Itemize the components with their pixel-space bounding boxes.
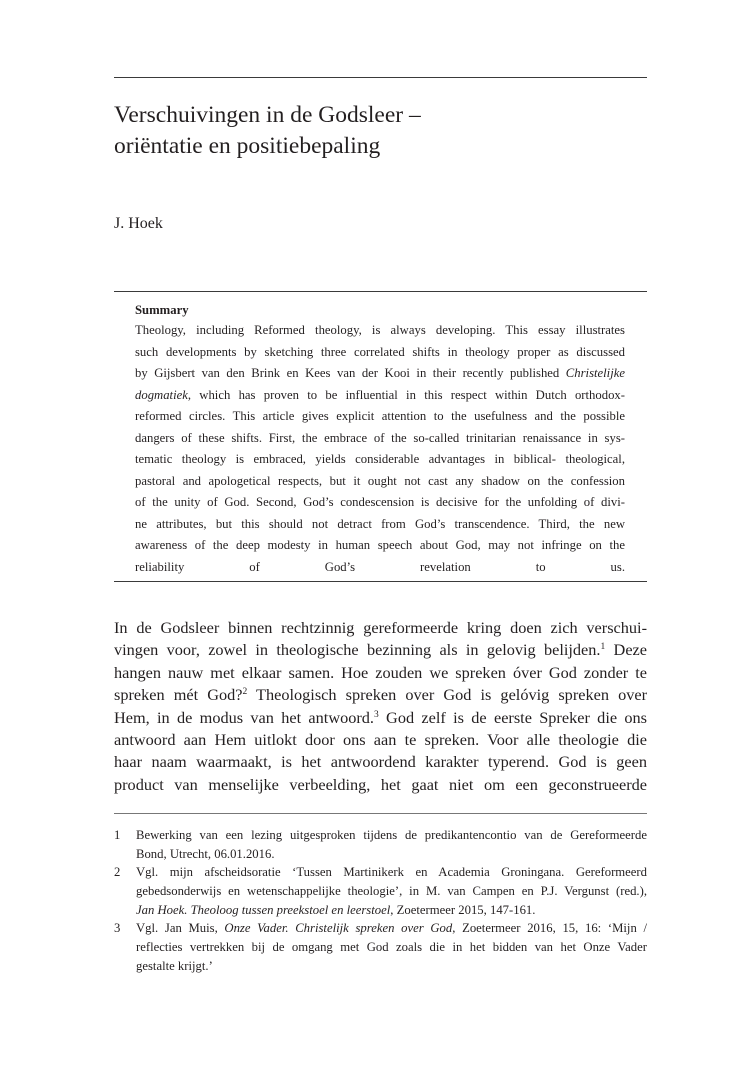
summary-line: pastoral and apologetical respects, but it ought not cast any shadow on the confession bbox=[135, 473, 625, 488]
footnote-number: 3 bbox=[114, 921, 121, 936]
title-line-2: oriëntatie en positiebepaling bbox=[114, 133, 381, 159]
summary-line: ne attributes, but this should not detract from God’s transcendence. Third, the new bbox=[135, 516, 625, 531]
footnote-line: reflecties vertrekken bij de omgang met God zoals die in het bidden van het Onze Vader bbox=[136, 940, 647, 955]
summary-block bbox=[135, 300, 625, 600]
footnote-line bbox=[136, 901, 647, 920]
footnote-line: Vgl. mijn afscheidsoratie ‘Tussen Martinikerk en Academia Groningana. Gereformeerd bbox=[136, 865, 647, 880]
summary-text: , which has proven to be influential in this respect within Dutch orthodox- bbox=[187, 387, 625, 402]
summary-text: by Gijsbert van den Brink en Kees van der Kooi in their recently published bbox=[135, 366, 566, 380]
summary-line: reformed circles. This article gives explicit attention to the usefulness and the possible bbox=[135, 409, 625, 423]
summary-line: dangers of these shifts. First, the embrace of the so-called trinitarian renaissance in sys- bbox=[135, 430, 625, 445]
summary-italic-title: dogmatiek bbox=[135, 387, 188, 402]
footnote-line: Bewerking van een lezing uitgesproken tijdens de predikantencontio van de Gereformeerde bbox=[136, 828, 647, 842]
footnote-line: Bond, Utrecht, 06.01.2016. bbox=[136, 846, 275, 861]
summary-heading: Summary bbox=[135, 303, 189, 317]
body-text: God zelf is de eerste Spreker die ons bbox=[378, 707, 647, 727]
footnotes bbox=[114, 826, 647, 976]
article-title bbox=[114, 100, 647, 162]
body-line: haar naam waarmaakt, is het antwoordend karakter typerend. God is geen bbox=[114, 752, 647, 772]
footnote-italic-title: Onze Vader. Christelijk spreken over God bbox=[224, 921, 453, 936]
body-line bbox=[114, 707, 647, 729]
footnote-ref[interactable]: 1 bbox=[600, 642, 606, 653]
footnote-number: 2 bbox=[114, 865, 121, 880]
summary-bottom-rule bbox=[114, 581, 647, 582]
summary-top-rule bbox=[114, 291, 647, 292]
footnote-line: gestalte krijgt.’ bbox=[136, 958, 213, 973]
footnote-2 bbox=[114, 863, 647, 919]
footnote-ref[interactable]: 2 bbox=[242, 687, 248, 698]
title-line-1: Verschuivingen in de Godsleer – bbox=[114, 102, 421, 128]
summary-line: tematic theology is embraced, yields considerable advantages in biblical- theological, bbox=[135, 452, 625, 466]
body-line bbox=[114, 684, 647, 706]
footnote-3 bbox=[114, 919, 647, 975]
body-paragraph bbox=[114, 617, 647, 796]
body-text: Theologisch spreken over God is gelóvig spreken over bbox=[247, 685, 647, 705]
summary-line: Theology, including Reformed theology, is always developing. This essay illustrates bbox=[135, 323, 625, 337]
author-name: J. Hoek bbox=[114, 215, 163, 232]
body-text: vingen voor, zowel in theologische bezinning als in gelovig belijden. bbox=[114, 640, 601, 660]
body-text: Deze bbox=[605, 640, 647, 660]
body-line: hangen nauw met elkaar samen. Hoe zouden we spreken óver God zonder te bbox=[114, 662, 647, 682]
footnote-text: Vgl. Jan Muis, bbox=[136, 921, 225, 936]
footnote-text: , Zoetermeer 2015, 147-161. bbox=[390, 902, 536, 917]
summary-line bbox=[135, 363, 625, 385]
summary-line: such developments by sketching three correlated shifts in theology proper as discussed bbox=[135, 344, 625, 359]
summary-italic-title: Christelijke bbox=[565, 366, 625, 380]
top-rule bbox=[114, 77, 647, 78]
footnote-1 bbox=[114, 826, 647, 863]
footnote-ref[interactable]: 3 bbox=[374, 709, 379, 720]
footnote-number: 1 bbox=[114, 828, 121, 842]
summary-line: reliability of God’s revelation to us. bbox=[135, 559, 625, 574]
summary-line: of the unity of God. Second, God’s condescension is decisive for the unfolding of divi- bbox=[135, 495, 625, 509]
footnote-text: , Zoetermeer 2016, 15, 16: ‘Mijn / bbox=[452, 921, 647, 936]
footnote-line: gebedsonderwijs en wetenschappelijke theologie’, in M. van Campen en P.J. Vergunst (red.), bbox=[136, 884, 647, 899]
footnote-italic-title: Jan Hoek. Theoloog tussen preekstoel en leerstoel bbox=[136, 902, 391, 917]
footnote-separator bbox=[114, 813, 647, 814]
body-line bbox=[114, 639, 647, 661]
body-text: spreken mét God? bbox=[114, 685, 243, 705]
summary-line: awareness of the deep modesty in human speech about God, may not infringe on the bbox=[135, 538, 625, 552]
body-line: antwoord aan Hem uitlokt door ons aan te spreken. Voor alle theologie die bbox=[114, 729, 647, 749]
summary-line bbox=[135, 385, 625, 407]
body-text: Hem, in de modus van het antwoord. bbox=[114, 707, 374, 727]
body-line: In de Godsleer binnen rechtzinnig gereformeerde kring doen zich verschui- bbox=[114, 618, 647, 637]
body-line: product van menselijke verbeelding, het gaat niet om een geconstrueerde bbox=[114, 774, 647, 794]
footnote-line bbox=[136, 919, 647, 938]
